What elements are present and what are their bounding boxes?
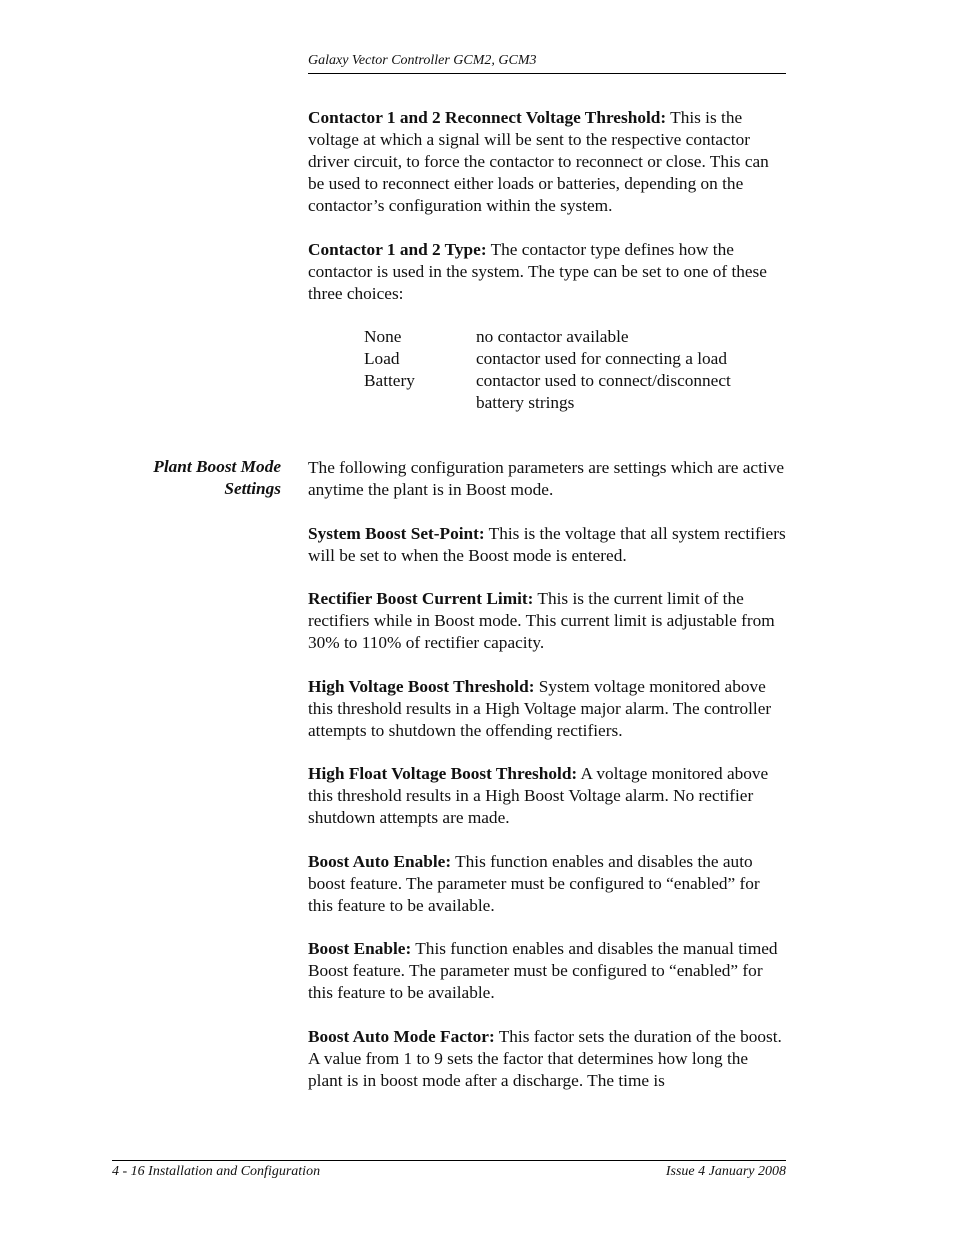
paragraph-boost-auto-enable [308, 851, 786, 917]
footer-issue-date: Issue 4 January 2008 [665, 1164, 786, 1179]
paragraph-high-float-voltage-boost-threshold [308, 763, 786, 829]
term-boost-auto-enable: Boost Auto Enable: [308, 851, 452, 871]
section-heading-plant-boost-mode-settings [120, 456, 281, 500]
term-system-boost-set-point: System Boost Set-Point: [308, 523, 485, 543]
boost-settings-section [308, 457, 786, 1092]
choice-description: no contactor available [476, 327, 629, 346]
text-system-boost-set-point: This is the voltage that all system rectifiers will be set to when the Boost mode is entered. [308, 523, 786, 565]
page-body [308, 107, 786, 1113]
page-header [308, 52, 786, 74]
text-rectifier-boost-current-limit: This is the current limit of the rectifiers while in Boost mode. This current limit is adjustable from 30% to 110% of rectifier capacity. [308, 589, 775, 652]
choice-description: contactor used to connect/disconnect battery strings [476, 371, 731, 412]
document-title: Galaxy Vector Controller GCM2, GCM3 [308, 53, 537, 68]
term-high-voltage-boost-threshold: High Voltage Boost Threshold: [308, 676, 535, 696]
term-boost-enable: Boost Enable: [308, 939, 412, 958]
text-contactor-type: The contactor type defines how the contactor is used in the system. The type can be set to one of these three choices: [308, 239, 767, 303]
term-boost-auto-mode-factor: Boost Auto Mode Factor: [308, 1026, 495, 1046]
paragraph-boost-enable [308, 938, 786, 1004]
term-contactor-reconnect-threshold: Contactor 1 and 2 Reconnect Voltage Threshold: [308, 108, 667, 127]
page-footer [112, 1160, 786, 1181]
term-rectifier-boost-current-limit: Rectifier Boost Current Limit: [308, 589, 534, 608]
paragraph-boost-intro: The following configuration parameters are settings which are active anytime the plant is in Boost mode. [308, 458, 785, 499]
paragraph-contactor-type [308, 239, 786, 305]
text-high-float-voltage-boost-threshold: A voltage monitored above this threshold results in a High Boost Voltage alarm. No rectifier shutdown attempts are made. [308, 764, 769, 827]
paragraph-rectifier-boost-current-limit [308, 588, 786, 654]
paragraph-boost-auto-mode-factor [308, 1026, 786, 1092]
term-high-float-voltage-boost-threshold: High Float Voltage Boost Threshold: [308, 764, 578, 783]
choice-name: None [364, 327, 402, 346]
choice-name: Load [364, 349, 400, 368]
text-contactor-reconnect-threshold: This is the voltage at which a signal will be sent to the respective contactor driver circuit, to force the contactor to reconnect or close. This can be used to reconnect either loads or batteries, depending on the contactor’s configuration within the system. [308, 108, 769, 215]
text-high-voltage-boost-threshold: System voltage monitored above this threshold results in a High Voltage major alarm. The controller attempts to shutdown the offending rectifiers. [308, 676, 772, 740]
section-heading-line-1: Plant Boost Mode [153, 457, 281, 476]
term-contactor-type: Contactor 1 and 2 Type: [308, 239, 487, 259]
choice-description: contactor used for connecting a load [476, 349, 727, 368]
paragraph-high-voltage-boost-threshold [308, 676, 786, 742]
text-boost-enable: This function enables and disables the manual timed Boost feature. The parameter must be configured to “enabled” for this feature to be available. [308, 939, 778, 1002]
footer-page-reference: 4 - 16 Installation and Configuration [112, 1164, 321, 1179]
choice-name: Battery [364, 371, 415, 390]
text-boost-auto-enable: This function enables and disables the auto boost feature. The parameter must be configured to “enabled” for this feature to be available. [308, 851, 760, 915]
text-boost-auto-mode-factor: This factor sets the duration of the boost. A value from 1 to 9 sets the factor that determines how long the plant is in boost mode after a discharge. The time is [308, 1026, 782, 1090]
paragraph-system-boost-set-point [308, 523, 786, 567]
section-heading-line-2: Settings [224, 479, 281, 498]
paragraph-contactor-reconnect-threshold [308, 107, 786, 217]
contactor-choices-table [364, 326, 786, 414]
